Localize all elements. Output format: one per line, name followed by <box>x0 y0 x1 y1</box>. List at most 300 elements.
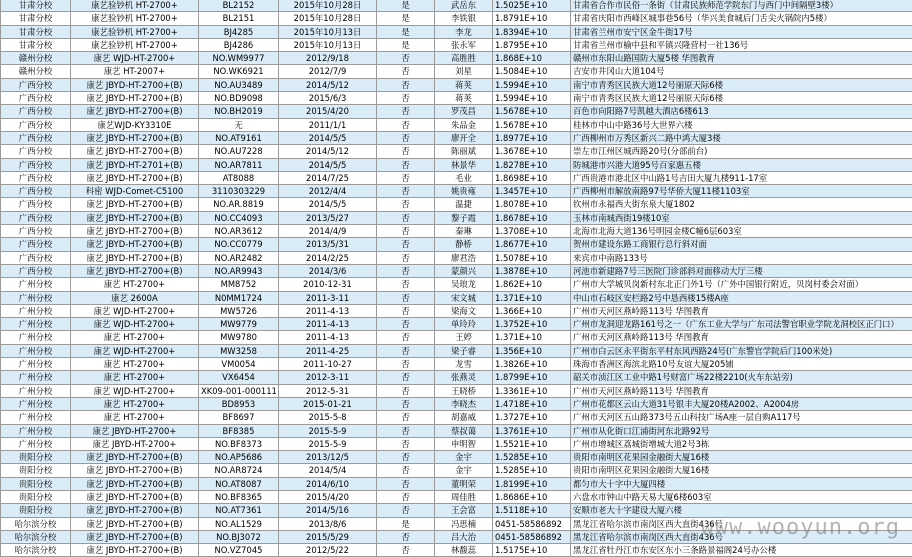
serial-number-cell: NO.AR8724 <box>199 464 279 477</box>
contact-name-cell: 张燕灵 <box>435 371 493 384</box>
flag-cell: 否 <box>377 451 435 464</box>
phone-cell: 1.5285E+10 <box>493 464 571 477</box>
table-row <box>1 411 912 424</box>
serial-number-cell: NO.AR2482 <box>199 251 279 264</box>
phone-cell: 1.5994E+10 <box>493 92 571 105</box>
serial-number-cell: NO.AR7811 <box>199 158 279 171</box>
address-cell: 广州市大学城贝岗新村东北正门外1号（广外中国银行附近，贝岗村委会对面） <box>571 278 912 291</box>
device-model-cell: 康艺 JBYD-HT-2700+(B) <box>71 78 199 91</box>
branch-cell: 甘肃分校 <box>1 0 71 12</box>
phone-cell: 1.8791E+10 <box>493 12 571 25</box>
table-row <box>1 544 912 557</box>
address-cell: 南宁市青秀区民族大道12号丽原天际6楼 <box>571 78 912 91</box>
address-cell: 都匀市大十字中大厦四楼 <box>571 477 912 490</box>
flag-cell: 否 <box>377 291 435 304</box>
address-cell: 黑龙江省哈尔滨市南岗区西大直街436号 <box>571 517 912 530</box>
device-model-cell: 康艺 JBYD-HT-2700+(B) <box>71 211 199 224</box>
date-cell: 2014/5/12 <box>279 78 377 91</box>
device-model-cell: 康艺 JBYD-HT-2700+(B) <box>71 171 199 184</box>
table-row <box>1 344 912 357</box>
device-model-cell: 康艺 JBYD-HT-2700+ <box>71 437 199 450</box>
device-model-cell: 康艺 JBYD-HT-2700+(B) <box>71 225 199 238</box>
serial-number-cell: N0MM1724 <box>199 291 279 304</box>
branch-cell: 广州分校 <box>1 371 71 384</box>
flag-cell: 是 <box>377 12 435 25</box>
branch-cell: 哈尔滨分校 <box>1 544 71 557</box>
device-model-cell: 康艺 HT-2700+ <box>71 358 199 371</box>
address-cell: 广州市白云区永平街东平村东风西路24号(广东警官学院后门100米处) <box>571 344 912 357</box>
branch-cell: 广州分校 <box>1 358 71 371</box>
serial-number-cell: BL2151 <box>199 12 279 25</box>
branch-cell: 广州分校 <box>1 424 71 437</box>
phone-cell: 1.8698E+10 <box>493 171 571 184</box>
flag-cell: 否 <box>377 490 435 503</box>
address-cell: 珠海市香洲区海滨北路10号友谊大厦205铺 <box>571 358 912 371</box>
date-cell: 2015/6/3 <box>279 92 377 105</box>
serial-number-cell: MM8752 <box>199 278 279 291</box>
contact-name-cell: 单玲玲 <box>435 318 493 331</box>
serial-number-cell: NO.BH2019 <box>199 105 279 118</box>
flag-cell: 否 <box>377 264 435 277</box>
phone-cell: 1.5175E+10 <box>493 544 571 557</box>
date-cell: 2015-5-9 <box>279 437 377 450</box>
table-row <box>1 78 912 91</box>
date-cell: 2010-12-31 <box>279 278 377 291</box>
table-row <box>1 291 912 304</box>
date-cell: 2014/4/9 <box>279 225 377 238</box>
address-cell: 百色市向阳路7号凯越大酒店6楼613 <box>571 105 912 118</box>
table-row <box>1 437 912 450</box>
contact-name-cell: 秦琳 <box>435 225 493 238</box>
branch-cell: 广州分校 <box>1 291 71 304</box>
date-cell: 2011-4-13 <box>279 318 377 331</box>
device-model-cell: 康艺 JBYD-HT-2700+(B) <box>71 451 199 464</box>
contact-name-cell: 廖开全 <box>435 131 493 144</box>
device-model-cell: 康艺 HT-2700+ <box>71 397 199 410</box>
flag-cell: 否 <box>377 225 435 238</box>
date-cell: 2014/5/5 <box>279 198 377 211</box>
branch-cell: 广西分校 <box>1 211 71 224</box>
phone-cell: 1.3727E+10 <box>493 411 571 424</box>
phone-cell: 1.8799E+10 <box>493 371 571 384</box>
branch-cell: 广州分校 <box>1 437 71 450</box>
device-model-cell: 康艺 JBYD-HT-2700+(B) <box>71 198 199 211</box>
address-cell: 黑龙江省牡丹江市东安区东小三条路景福阁24号办公楼 <box>571 544 912 557</box>
date-cell: 2015-5-8 <box>279 411 377 424</box>
address-cell: 防城港市兴港大道95号百家惠五楼 <box>571 158 912 171</box>
phone-cell: 1.4718E+10 <box>493 397 571 410</box>
address-cell: 甘肃省兰州市榆中县和平镇兴隆营村一社136号 <box>571 38 912 51</box>
serial-number-cell: MW5726 <box>199 304 279 317</box>
phone-cell: 1.8199E+10 <box>493 477 571 490</box>
table-row <box>1 0 912 12</box>
branch-cell: 赣州分校 <box>1 65 71 78</box>
branch-cell: 广州分校 <box>1 411 71 424</box>
serial-number-cell: NO.VZ7045 <box>199 544 279 557</box>
flag-cell: 否 <box>377 65 435 78</box>
table-row <box>1 464 912 477</box>
date-cell: 2011-4-13 <box>279 331 377 344</box>
table-row <box>1 397 912 410</box>
flag-cell: 否 <box>377 411 435 424</box>
address-cell: 广州市天河区燕岭路113号 华图教育 <box>571 304 912 317</box>
flag-cell: 否 <box>377 358 435 371</box>
device-model-cell: 康艺 JBYD-HT-2700+(B) <box>71 464 199 477</box>
date-cell: 2013/5/27 <box>279 211 377 224</box>
date-cell: 2011-10-27 <box>279 358 377 371</box>
date-cell: 2015年10月28日 <box>279 12 377 25</box>
contact-name-cell: 廖君浩 <box>435 251 493 264</box>
device-model-cell: 康艺 JBYD-HT-2700+ <box>71 424 199 437</box>
phone-cell: 1.3826E+10 <box>493 358 571 371</box>
phone-cell: 1.5118E+10 <box>493 504 571 517</box>
phone-cell: 1.8394E+10 <box>493 25 571 38</box>
branch-cell: 广州分校 <box>1 278 71 291</box>
serial-number-cell: BJ4286 <box>199 38 279 51</box>
flag-cell: 否 <box>377 397 435 410</box>
branch-cell: 广西分校 <box>1 251 71 264</box>
flag-cell: 否 <box>377 251 435 264</box>
serial-number-cell: NO.AT8087 <box>199 477 279 490</box>
date-cell: 2015年10月13日 <box>279 38 377 51</box>
serial-number-cell: NO.WM9977 <box>199 52 279 65</box>
device-model-cell: 康艺验钞机 HT-2700+ <box>71 38 199 51</box>
serial-number-cell: NO.AR9943 <box>199 264 279 277</box>
date-cell: 2015-01-21 <box>279 397 377 410</box>
branch-cell: 甘肃分校 <box>1 25 71 38</box>
table-row <box>1 12 912 25</box>
date-cell: 2012/4/4 <box>279 185 377 198</box>
contact-name-cell: 陈丽斌 <box>435 145 493 158</box>
address-cell: 中山市石岐区安栏路2号中恳西楼15楼A座 <box>571 291 912 304</box>
device-model-cell: 康艺 WJD-HT-2700+ <box>71 344 199 357</box>
serial-number-cell: NO.AP5686 <box>199 451 279 464</box>
phone-cell: 1.862E+10 <box>493 278 571 291</box>
date-cell: 2012/9/18 <box>279 52 377 65</box>
watermark: www.wooyun.org <box>701 515 900 540</box>
address-cell: 南宁市青秀区民族大道12号丽原天际6楼 <box>571 92 912 105</box>
table-row <box>1 105 912 118</box>
flag-cell: 否 <box>377 504 435 517</box>
date-cell: 2013/5/31 <box>279 238 377 251</box>
serial-number-cell: BF8697 <box>199 411 279 424</box>
serial-number-cell: NO.AU7228 <box>199 145 279 158</box>
flag-cell: 否 <box>377 331 435 344</box>
table-row <box>1 517 912 530</box>
phone-cell: 1.356E+10 <box>493 344 571 357</box>
serial-number-cell: BD8953 <box>199 397 279 410</box>
serial-number-cell: NO.BD9098 <box>199 92 279 105</box>
phone-cell: 0451-58586892 <box>493 517 571 530</box>
branch-cell: 广西分校 <box>1 238 71 251</box>
branch-cell: 广西分校 <box>1 105 71 118</box>
date-cell: 2012/5/22 <box>279 544 377 557</box>
branch-cell: 贵阳分校 <box>1 464 71 477</box>
branch-cell: 哈尔滨分校 <box>1 517 71 530</box>
branch-cell: 广州分校 <box>1 318 71 331</box>
table-row <box>1 278 912 291</box>
device-model-cell: 康艺 WJD-HT-2700+ <box>71 304 199 317</box>
phone-cell: 1.5084E+10 <box>493 65 571 78</box>
branch-cell: 贵阳分校 <box>1 490 71 503</box>
phone-cell: 1.5678E+10 <box>493 118 571 131</box>
date-cell: 2014/5/5 <box>279 158 377 171</box>
table-row <box>1 52 912 65</box>
address-cell: 广州市天河区燕岭路113号 华图教育 <box>571 384 912 397</box>
table-row <box>1 264 912 277</box>
contact-name-cell: 张永军 <box>435 38 493 51</box>
address-cell: 贺州市建设东路工商银行总行斜对面 <box>571 238 912 251</box>
phone-cell: 1.5678E+10 <box>493 105 571 118</box>
contact-name-cell: 宋文城 <box>435 291 493 304</box>
address-cell: 广西柳州市万秀区新兴二路中鸿大厦3楼 <box>571 131 912 144</box>
table-row <box>1 118 912 131</box>
phone-cell: 1.8678E+10 <box>493 211 571 224</box>
table-row <box>1 65 912 78</box>
phone-cell: 1.3678E+10 <box>493 145 571 158</box>
contact-name-cell: 吕大治 <box>435 530 493 543</box>
phone-cell: 1.5078E+10 <box>493 251 571 264</box>
contact-name-cell: 蒋荚 <box>435 78 493 91</box>
device-model-cell: 康艺验钞机 HT-2700+ <box>71 12 199 25</box>
serial-number-cell: NO.CC0779 <box>199 238 279 251</box>
flag-cell: 否 <box>377 92 435 105</box>
contact-name-cell: 金宇 <box>435 451 493 464</box>
date-cell: 2014/5/12 <box>279 145 377 158</box>
address-cell: 安顺市老大十字建设大厦六楼 <box>571 504 912 517</box>
table-row <box>1 25 912 38</box>
phone-cell: 0451-58586892 <box>493 530 571 543</box>
contact-name-cell: 申明智 <box>435 437 493 450</box>
flag-cell: 否 <box>377 211 435 224</box>
serial-number-cell: MW9779 <box>199 318 279 331</box>
serial-number-cell: NO.AT9161 <box>199 131 279 144</box>
device-model-cell: 康艺 JBYD-HT-2700+(B) <box>71 264 199 277</box>
table-row <box>1 318 912 331</box>
device-model-cell: 康艺 HT-2700+ <box>71 371 199 384</box>
serial-number-cell: MW9780 <box>199 331 279 344</box>
table-row <box>1 424 912 437</box>
date-cell: 2015-5-9 <box>279 424 377 437</box>
device-model-cell: 康艺 HT-2700+ <box>71 278 199 291</box>
branch-cell: 哈尔滨分校 <box>1 530 71 543</box>
contact-name-cell: 胡嘉威 <box>435 411 493 424</box>
serial-number-cell: NO.BF8365 <box>199 490 279 503</box>
device-model-cell: 康艺 JBYD-HT-2700+(B) <box>71 477 199 490</box>
date-cell: 2012-5-31 <box>279 384 377 397</box>
address-cell: 广西柳州市解放南路97号华侨大厦11楼1103室 <box>571 185 912 198</box>
flag-cell: 否 <box>377 131 435 144</box>
address-cell: 韶关市浈江区工业中路1号财富广场22楼2210(火车东站旁) <box>571 371 912 384</box>
table-row <box>1 251 912 264</box>
serial-number-cell: VX6454 <box>199 371 279 384</box>
table-body <box>1 0 912 557</box>
branch-cell: 贵阳分校 <box>1 451 71 464</box>
date-cell: 2015/4/20 <box>279 490 377 503</box>
address-cell: 吉安市井冈山大道104号 <box>571 65 912 78</box>
serial-number-cell: NO.AU3489 <box>199 78 279 91</box>
branch-cell: 广州分校 <box>1 344 71 357</box>
device-model-cell: 康艺 JBYD-HT-2700+(B) <box>71 105 199 118</box>
address-cell: 甘肃省兰州市安宁区金牛街17号 <box>571 25 912 38</box>
serial-number-cell: XK09-001-000111 <box>199 384 279 397</box>
device-model-cell: 康艺 JBYD-HT-2701+(B) <box>71 158 199 171</box>
flag-cell: 是 <box>377 25 435 38</box>
flag-cell: 否 <box>377 437 435 450</box>
serial-number-cell: NO.CC4093 <box>199 211 279 224</box>
address-cell: 广州市天河区燕岭路113号 华图教育 <box>571 331 912 344</box>
date-cell: 2011/1/1 <box>279 118 377 131</box>
device-model-cell: 康艺 JBYD-HT-2700+(B) <box>71 145 199 158</box>
device-model-cell: 康艺 WJD-HT-2700+ <box>71 52 199 65</box>
serial-number-cell: NO.WK6921 <box>199 65 279 78</box>
table-row <box>1 145 912 158</box>
phone-cell: 1.3457E+10 <box>493 185 571 198</box>
device-model-cell: 康艺WJD-KY3310E <box>71 118 199 131</box>
branch-cell: 广西分校 <box>1 198 71 211</box>
phone-cell: 1.5285E+10 <box>493 451 571 464</box>
table-row <box>1 358 912 371</box>
phone-cell: 1.8977E+10 <box>493 131 571 144</box>
date-cell: 2011-4-13 <box>279 304 377 317</box>
address-cell: 钦州市永福西大街东泉大厦1802 <box>571 198 912 211</box>
address-cell: 广州市从化街口江浦街河东北路92号 <box>571 424 912 437</box>
contact-name-cell: 蒙颜兴 <box>435 264 493 277</box>
branch-cell: 甘肃分校 <box>1 12 71 25</box>
device-model-cell: 康艺 JBYD-HT-2700+(B) <box>71 131 199 144</box>
table-row <box>1 185 912 198</box>
device-model-cell: 康艺 JBYD-HT-2700+(B) <box>71 504 199 517</box>
date-cell: 2015/5/29 <box>279 530 377 543</box>
branch-cell: 甘肃分校 <box>1 38 71 51</box>
address-cell: 崇左市江州区城西路20号(分部前台) <box>571 145 912 158</box>
flag-cell: 否 <box>377 384 435 397</box>
device-model-cell: 康艺验钞机 HT-2700+ <box>71 0 199 12</box>
date-cell: 2012/7/9 <box>279 65 377 78</box>
flag-cell: 否 <box>377 171 435 184</box>
branch-cell: 贵阳分校 <box>1 477 71 490</box>
branch-cell: 广州分校 <box>1 384 71 397</box>
table-row <box>1 331 912 344</box>
branch-cell: 广西分校 <box>1 92 71 105</box>
contact-name-cell: 梁子睿 <box>435 344 493 357</box>
table-row <box>1 504 912 517</box>
table-row <box>1 304 912 317</box>
device-model-cell: 康艺 JBYD-HT-2700+(B) <box>71 251 199 264</box>
address-cell: 广西贵港市港北区中山路1号吉田大厦九楼911-17室 <box>571 171 912 184</box>
serial-number-cell: MW3258 <box>199 344 279 357</box>
contact-name-cell: 朱品金 <box>435 118 493 131</box>
phone-cell: 1.8078E+10 <box>493 198 571 211</box>
contact-name-cell: 周佳胜 <box>435 490 493 503</box>
contact-name-cell: 高胜胜 <box>435 52 493 65</box>
device-model-cell: 康艺 WJD-HT-2700+ <box>71 384 199 397</box>
contact-name-cell: 吴琅龙 <box>435 278 493 291</box>
contact-name-cell: 梁海文 <box>435 304 493 317</box>
date-cell: 2014/2/25 <box>279 251 377 264</box>
address-cell: 来宾市中南路133号 <box>571 251 912 264</box>
contact-name-cell: 冯思楠 <box>435 517 493 530</box>
date-cell: 2011-3-11 <box>279 291 377 304</box>
table-row <box>1 38 912 51</box>
table-row <box>1 211 912 224</box>
date-cell: 2012-3-11 <box>279 371 377 384</box>
phone-cell: 1.3878E+10 <box>493 264 571 277</box>
flag-cell: 否 <box>377 477 435 490</box>
table-row <box>1 490 912 503</box>
flag-cell: 否 <box>377 78 435 91</box>
branch-cell: 广西分校 <box>1 225 71 238</box>
table-row <box>1 92 912 105</box>
address-cell: 桂林市中山中路36号大世界六楼 <box>571 118 912 131</box>
device-model-cell: 康艺 JBYD-HT-2700+(B) <box>71 530 199 543</box>
serial-number-cell: NO.AR.8819 <box>199 198 279 211</box>
contact-name-cell: 王晓桥 <box>435 384 493 397</box>
flag-cell: 否 <box>377 344 435 357</box>
date-cell: 2014/5/16 <box>279 504 377 517</box>
address-cell: 玉林市南城西街19楼10室 <box>571 211 912 224</box>
flag-cell: 否 <box>377 304 435 317</box>
flag-cell: 否 <box>377 278 435 291</box>
contact-name-cell: 毛业 <box>435 171 493 184</box>
address-cell: 甘肃省庆阳市西峰区城事巷56号（华兴美食城后门舌尖火锅院内5楼） <box>571 12 912 25</box>
contact-name-cell: 王会富 <box>435 504 493 517</box>
contact-name-cell: 静桥 <box>435 238 493 251</box>
serial-number-cell: 无 <box>199 118 279 131</box>
phone-cell: 1.868E+10 <box>493 52 571 65</box>
device-model-cell: 康艺 2600A <box>71 291 199 304</box>
flag-cell: 否 <box>377 318 435 331</box>
table-row <box>1 371 912 384</box>
phone-cell: 1.371E+10 <box>493 331 571 344</box>
contact-name-cell: 王婷 <box>435 331 493 344</box>
date-cell: 2013/8/6 <box>279 517 377 530</box>
table-row <box>1 131 912 144</box>
table-row <box>1 477 912 490</box>
branch-cell: 广西分校 <box>1 131 71 144</box>
flag-cell: 否 <box>377 424 435 437</box>
address-cell: 广州市增城区荔城街增城大道2号3栋 <box>571 437 912 450</box>
phone-cell: 1.3361E+10 <box>493 384 571 397</box>
serial-number-cell: BF8385 <box>199 424 279 437</box>
device-model-cell: 康艺 JBYD-HT-2700+(B) <box>71 490 199 503</box>
date-cell: 2014/5/4 <box>279 464 377 477</box>
flag-cell: 否 <box>377 464 435 477</box>
device-model-cell: 康艺 HT-2007+ <box>71 65 199 78</box>
branch-cell: 贵阳分校 <box>1 504 71 517</box>
serial-number-cell: BJ4285 <box>199 25 279 38</box>
phone-cell: 1.3708E+10 <box>493 225 571 238</box>
date-cell: 2014/7/25 <box>279 171 377 184</box>
contact-name-cell: 蔡叔蔼 <box>435 424 493 437</box>
contact-name-cell: 罗茂昌 <box>435 105 493 118</box>
address-cell: 六盘水市钟山中路天易大厦6楼603室 <box>571 490 912 503</box>
address-cell: 河池市新建路7号三医院门诊部斜对面移动大厅三楼 <box>571 264 912 277</box>
date-cell: 2014/5/5 <box>279 131 377 144</box>
branch-cell: 广西分校 <box>1 158 71 171</box>
flag-cell: 否 <box>377 185 435 198</box>
date-cell: 2015年10月28日 <box>279 0 377 12</box>
table-row <box>1 384 912 397</box>
branch-cell: 广西分校 <box>1 118 71 131</box>
device-model-cell: 康艺 JBYD-HT-2700+(B) <box>71 544 199 557</box>
serial-number-cell: NO.BJ3072 <box>199 530 279 543</box>
phone-cell: 1.8677E+10 <box>493 238 571 251</box>
contact-name-cell: 刘星 <box>435 65 493 78</box>
contact-name-cell: 李龙 <box>435 25 493 38</box>
device-model-cell: 康艺验钞机 HT-2700+ <box>71 25 199 38</box>
flag-cell: 否 <box>377 238 435 251</box>
